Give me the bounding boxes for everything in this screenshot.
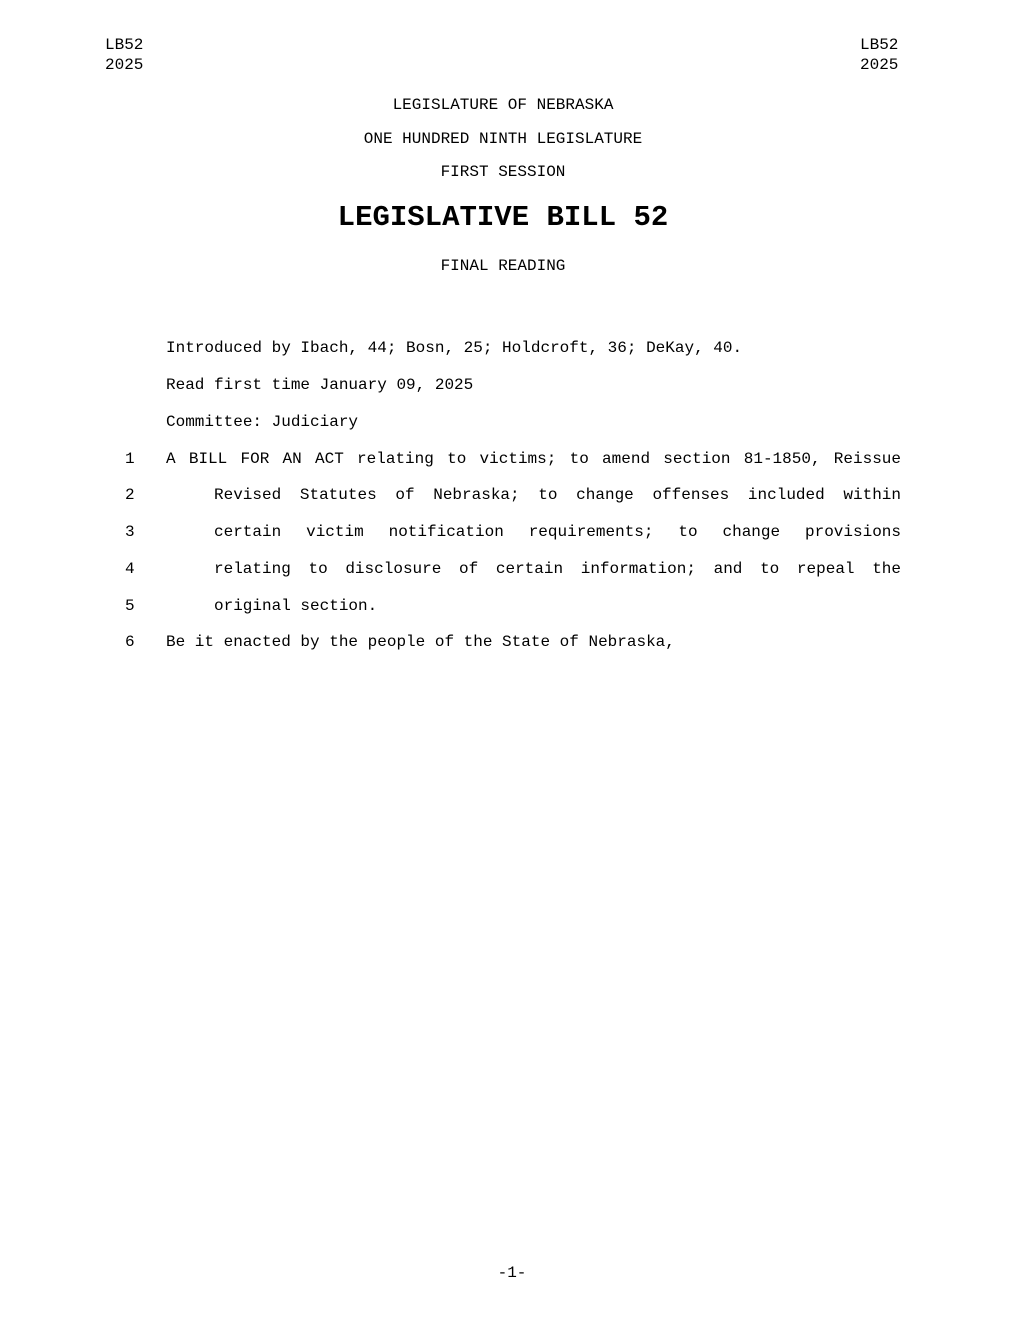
enacting-clause: Be it enacted by the people of the State of Nebraska, [166,633,675,651]
legislature-number: ONE HUNDRED NINTH LEGISLATURE [363,130,643,148]
line-number: 6 [125,633,135,651]
session-label: FIRST SESSION [440,163,566,181]
page-number: -1- [497,1264,527,1282]
line-number: 1 [125,450,135,468]
introduced-by: Introduced by Ibach, 44; Bosn, 25; Holdcroft, 36; DeKay, 40. [166,339,743,357]
committee: Committee: Judiciary [166,413,359,431]
line-number: 5 [125,597,135,615]
header-left-year: 2025 [105,56,144,74]
bill-text-line: certain victim notification requirements; to change provisions [214,523,901,541]
line-number: 3 [125,523,135,541]
bill-text-line: relating to disclosure of certain information; and to repeal the [214,560,901,578]
header-right [860,35,898,75]
bill-text-line: Revised Statutes of Nebraska; to change offenses included within [214,486,901,504]
bill-text-line: A BILL FOR AN ACT relating to victims; to amend section 81-1850, Reissue [166,450,901,468]
line-number: 2 [125,486,135,504]
bill-text-line: original section. [214,597,378,615]
header-left [105,35,143,75]
header-right-bill: LB52 [860,36,899,54]
header-left-bill: LB52 [105,36,144,54]
legislature-name: LEGISLATURE OF NEBRASKA [392,96,614,114]
header-right-year: 2025 [860,56,899,74]
reading-label: FINAL READING [440,257,566,275]
read-first-time: Read first time January 09, 2025 [166,376,474,394]
bill-title: LEGISLATIVE BILL 52 [337,201,669,234]
line-number: 4 [125,560,135,578]
